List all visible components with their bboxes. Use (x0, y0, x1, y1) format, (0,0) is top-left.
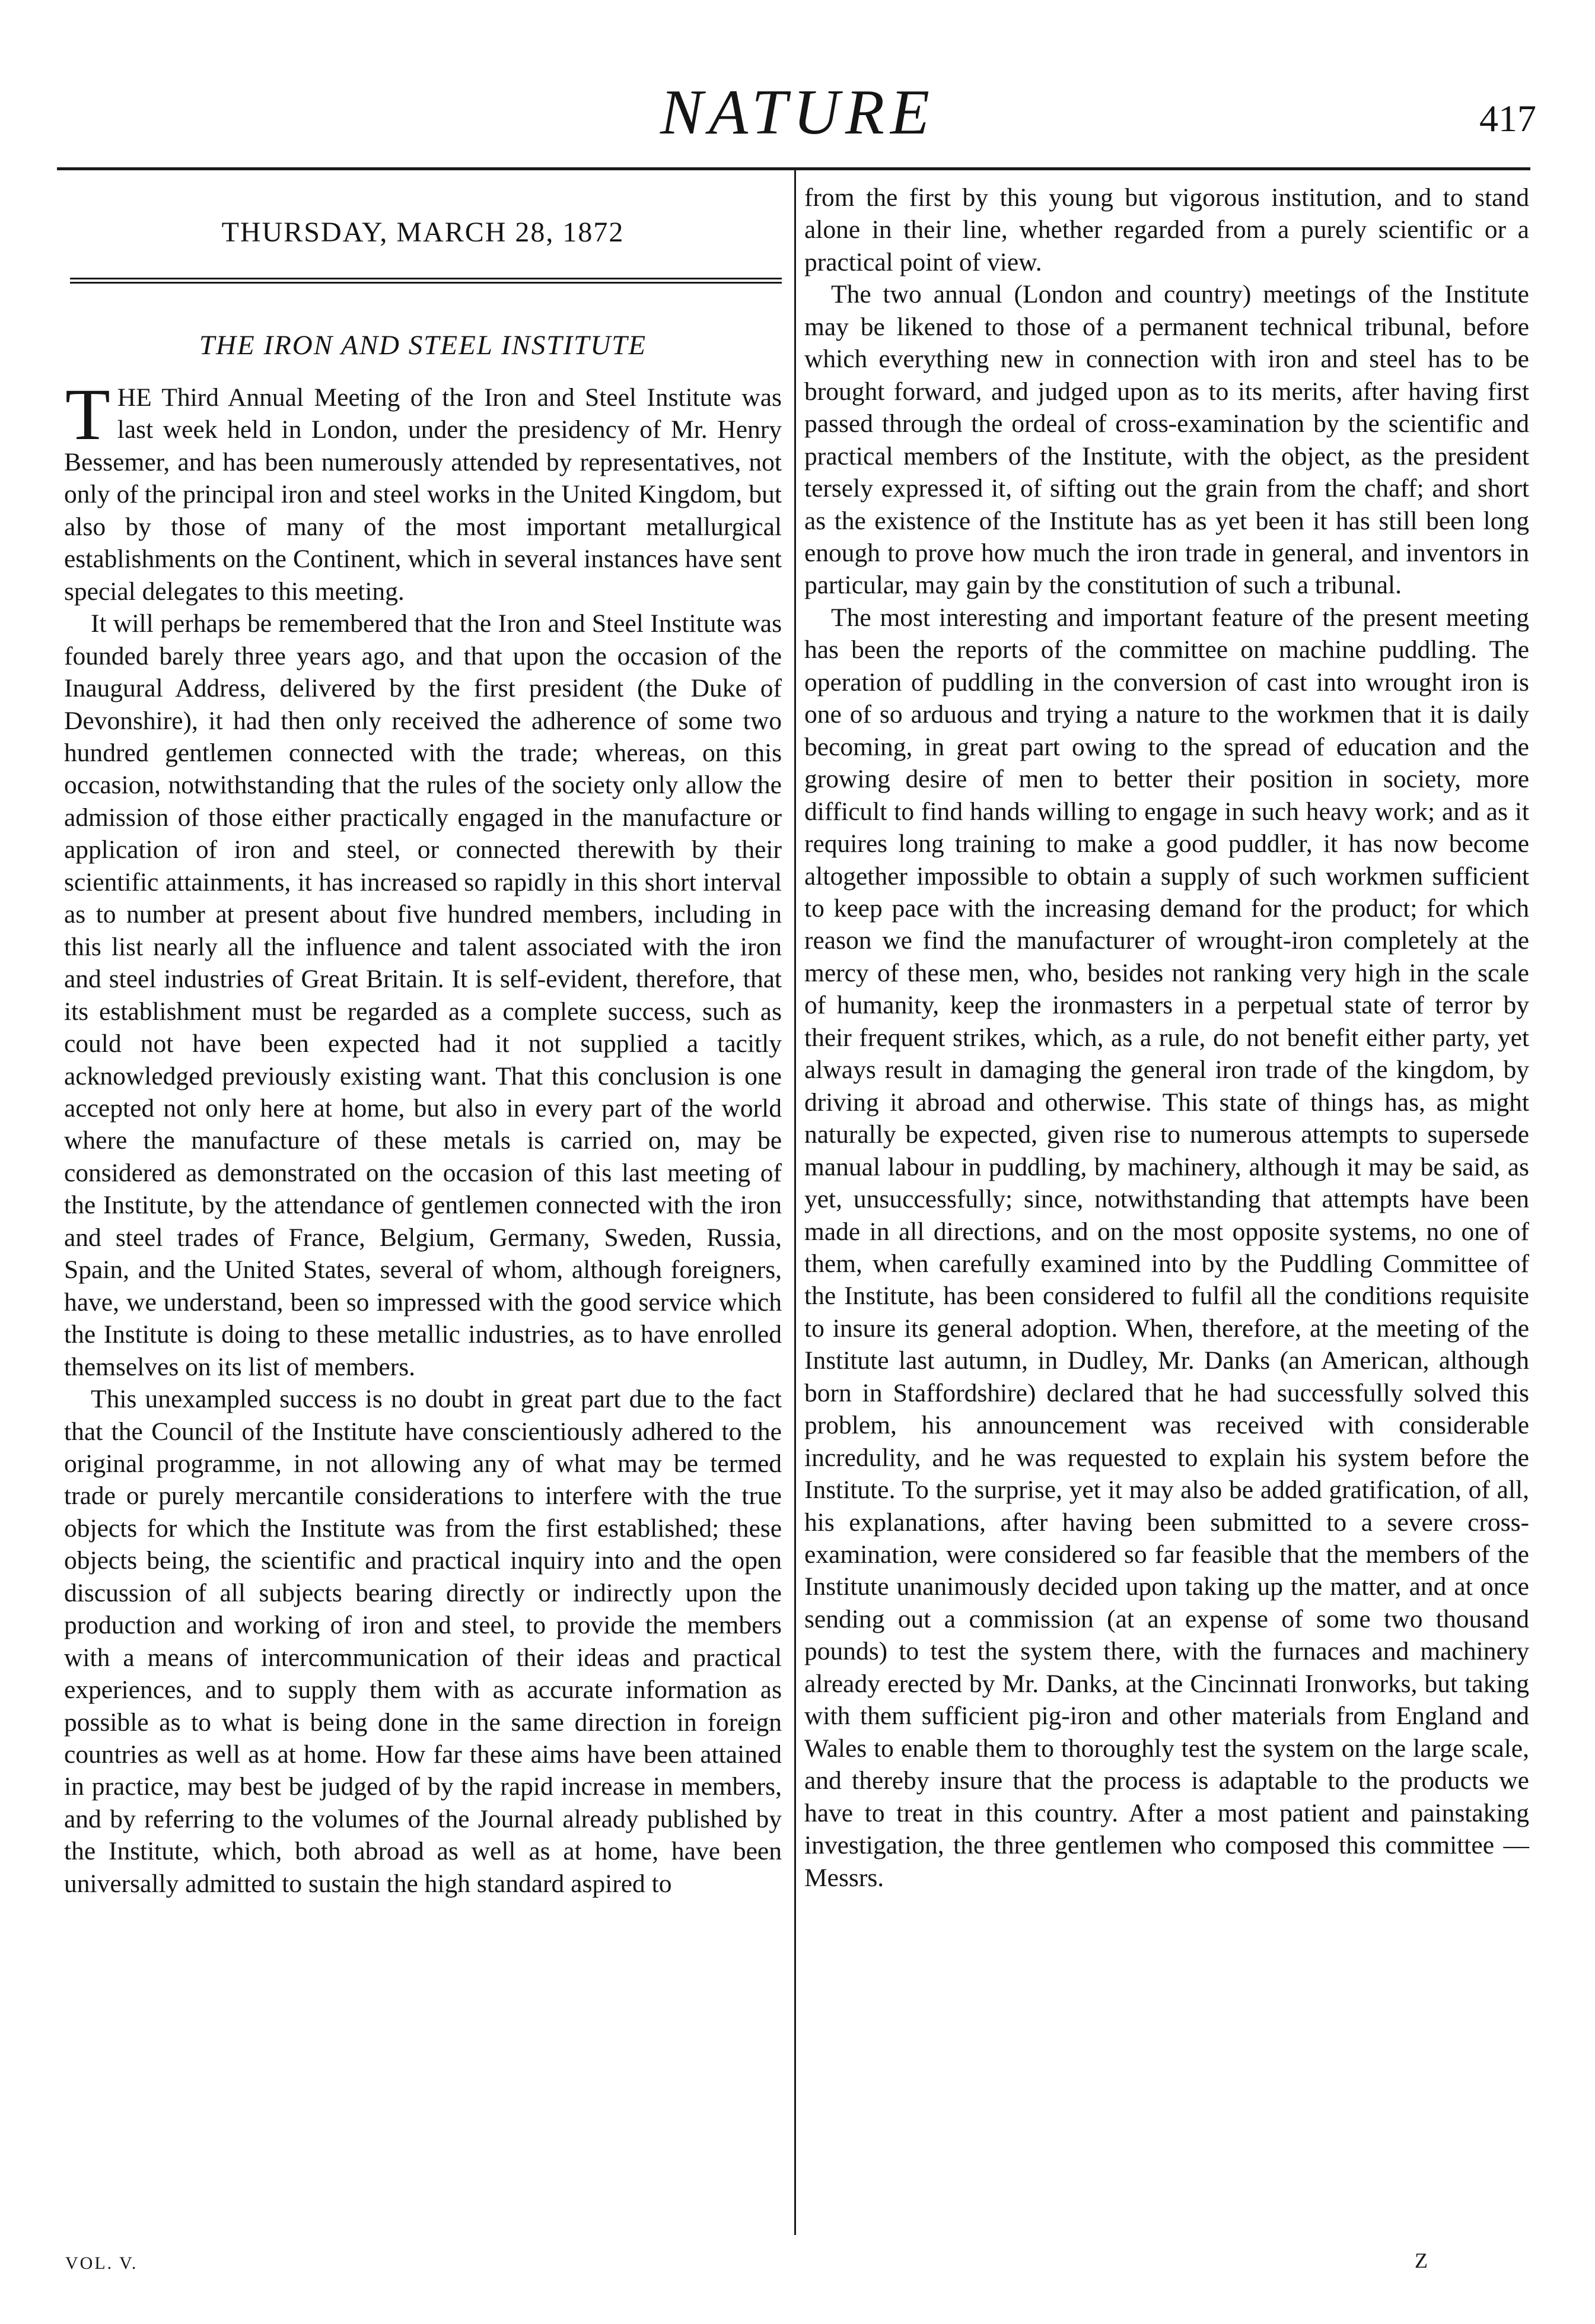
dateline: THURSDAY, MARCH 28, 1872 (221, 217, 625, 248)
sheet-signature: Z (1415, 2249, 1428, 2272)
paragraph-5: The most interesting and important feature of the present meeting has been the reports of the committee on machine puddling. The operation of puddling in the conversion of cast into wrought iron is one of so arduous and trying a nature to the workmen that it is daily becoming, in great part owing to the spread of education and the growing desire of men to better their position in society, more difficult to find hands willing to engage in such heavy work; and as it requires long training to make a good puddler, it has now become altogether impossible to obtain a supply of such workmen sufficient to keep pace with the increasing demand for the product; for which reason we find the manufacturer of wrought-iron completely at the mercy of these men, who, besides not ranking very high in the scale of humanity, keep the ironmasters in a perpetual state of terror by their frequent strikes, which, as a rule, do not benefit either party, yet always result in damaging the general iron trade of the kingdom, by driving it abroad and otherwise. This state of things has, as might naturally be expected, given rise to numerous attempts to supersede manual labour in puddling, by machinery, although it may be said, as yet, unsuccessfully; since, notwithstanding that attempts have been made in all directions, and on the most opposite systems, no one of them, when carefully examined into by the Puddling Committee of the Institute, has been considered to fulfil all the conditions requisite to insure its general adoption. When, therefore, at the meeting of the Institute last autumn, in Dudley, Mr. Danks (an American, although born in Staffordshire) declared that he had successfully solved this problem, his announcement was received with considerable incredulity, and he was requested to explain his system before the Institute. To the surprise, yet it may also be added gratification, of all, his explanations, after having been submitted to a severe cross-examination, were considered so far feasible that the members of the Institute unanimously decided upon taking up the matter, and at once sending out a commission (at an expense of some two thousand pounds) to test the system there, with the furnaces and machinery already erected by Mr. Danks, at the Cincinnati Ironworks, but taking with them sufficient pig-iron and other materials from England and Wales to enable them to thoroughly test the system on the large scale, and thereby insure that the process is adaptable to the products we have to treat in this country. After a most patient and painstaking investigation, the three gentlemen who composed this committee — Messrs. (804, 603, 1529, 1892)
paragraph-2: It will perhaps be remembered that the Iron and Steel Institute was founded barely three years ago, and that upon the occasion of the Inaugural Address, delivered by the first president (the Duke of Devonshire), it had then only received the adherence of some two hundred gentlemen connected with the trade; whereas, on this occasion, notwithstanding that the rules of the society only allow the admission of those either practically engaged in the manufacture or application of iron and steel, or connected therewith by their scientific attainments, it has increased so rapidly in this short interval as to number at present about five hundred members, including in this list nearly all the influence and talent associated with the iron and steel industries of Great Britain. It is self-evident, therefore, that its establishment must be regarded as a complete success, such as could not have been expected had it not supplied a tacitly acknowledged previously existing want. That this conclusion is one accepted not only here at home, but also in every part of the world where the manufacture of these metals is carried on, may be considered as demonstrated on the occasion of this last meeting of the Institute, by the attendance of gentlemen connected with the iron and steel trades of France, Belgium, Germany, Sweden, Russia, Spain, and the United States, several of whom, although foreigners, have, we understand, been so impressed with the good service which the Institute is doing to these metallic industries, as to have enrolled themselves on its list of members. (64, 609, 782, 1381)
header-rule (57, 167, 1530, 170)
double-rule (70, 278, 782, 284)
page-number: 417 (1479, 97, 1536, 139)
paragraph-1-text: HE Third Annual Meeting of the Iron and Steel Institute was last week held in London, under the presidency of Mr. Henry Bessemer, and has been numerously attended by representatives, not only of the principal iron and steel works in the United Kingdom, but also by those of many of the most important metallurgical establishments on the Continent, which in several instances have sent special delegates to this meeting. (64, 383, 782, 606)
paragraph-3: This unexampled success is no doubt in great part due to the fact that the Council of the Institute have conscientiously adhered to the original programme, in not allowing any of what may be termed trade or purely mercantile considerations to interfere with the true objects for which the Institute was from the first established; these objects being, the scientific and practical inquiry into and the open discussion of all subjects bearing directly or indirectly upon the production and working of iron and steel, to provide the members with a means of intercommunication of their ideas and practical experiences, and to supply them with as accurate information as possible as to what is being done in the same direction in foreign countries as well as at home. How far these aims have been attained in practice, may best be judged of by the rapid increase in members, and by referring to the volumes of the Journal already published by the Institute, which, both abroad as well as at home, have been universally admitted to sustain the high standard aspired to (64, 1385, 782, 1898)
paragraph-continued: from the first by this young but vigorous institution, and to stand alone in their line, whether regarded from a purely scientific or a practical point of view. (804, 183, 1529, 276)
article-title: THE IRON AND STEEL INSTITUTE (199, 330, 647, 361)
journal-title: NATURE (660, 77, 935, 148)
left-body-text (64, 374, 782, 1900)
column-divider (794, 170, 796, 2235)
right-body-text (804, 182, 1529, 1894)
paragraph-1 (64, 374, 782, 608)
paragraph-4: The two annual (London and country) meetings of the Institute may be likened to those of a permanent technical tribunal, before which everything new in connection with iron and steel has to be brought forward, and judged upon as to its merits, after having first passed through the ordeal of cross-examination by the scientific and practical members of the Institute, with the object, as the president tersely expressed it, of sifting out the grain from the chaff; and short as the existence of the Institute has as yet been it has still been long enough to prove how much the iron trade in general, and inventors in particular, may gain by the constitution of such a tribunal. (804, 280, 1529, 600)
drop-cap: T (65, 374, 110, 455)
volume-signature: VOL. V. (65, 2253, 138, 2273)
